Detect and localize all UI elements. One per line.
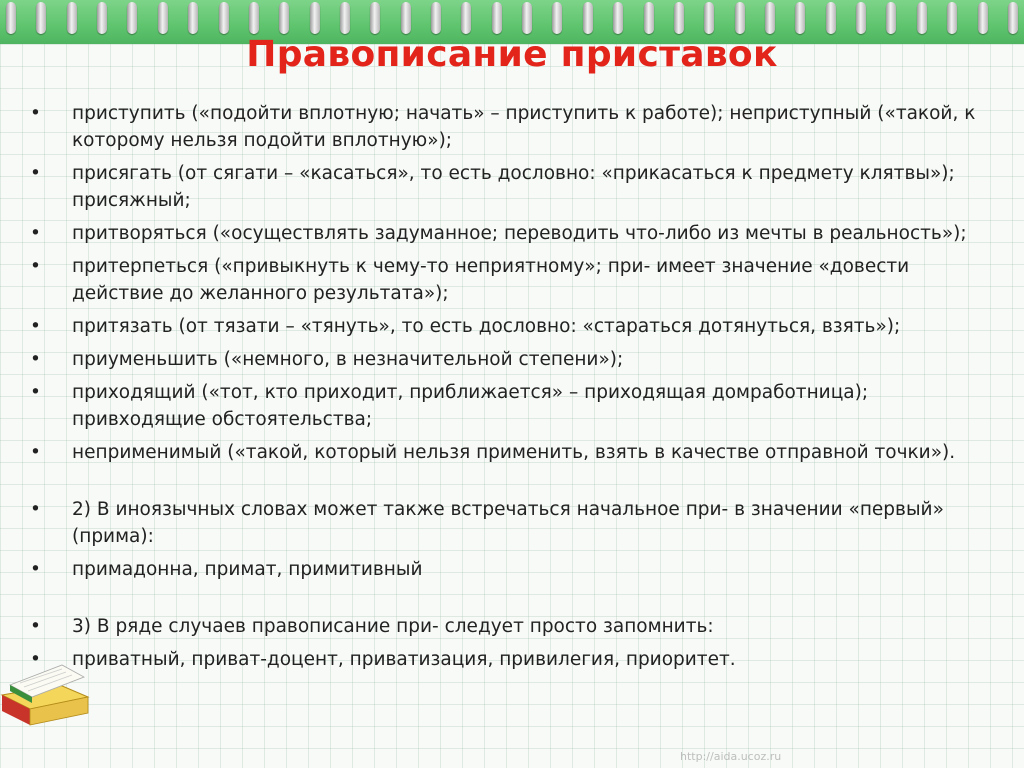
book-stack-icon (0, 655, 90, 730)
bullet-icon: • (30, 223, 41, 244)
list-item (30, 160, 990, 214)
spiral-ring (67, 2, 77, 34)
item-text: притворяться («осуществлять задуманное; переводить что-либо из мечты в реальность»); (72, 223, 967, 244)
spiral-ring (249, 2, 259, 34)
spiral-ring (917, 2, 927, 34)
spiral-ring (978, 2, 988, 34)
notebook-spiral (0, 0, 1024, 36)
list-item (30, 496, 990, 550)
item-text: неприменимый («такой, который нельзя применить, взять в качестве отправной точки»). (72, 442, 956, 463)
list-item (30, 253, 990, 307)
spiral-ring (36, 2, 46, 34)
spiral-ring (310, 2, 320, 34)
item-text: приходящий («тот, кто приходит, приближается» – приходящая домработница); привходящие обстоятельства; (72, 382, 869, 430)
item-text: 2) В иноязычных словах может также встречаться начальное при- в значении «первый» (прима): (72, 499, 944, 547)
bullet-icon: • (30, 499, 41, 520)
spiral-ring (370, 2, 380, 34)
list-item (30, 613, 990, 640)
bullet-icon: • (30, 103, 41, 124)
list-item (30, 313, 990, 340)
spiral-ring (583, 2, 593, 34)
spiral-ring (826, 2, 836, 34)
bullet-icon: • (30, 649, 41, 670)
bullet-list (30, 100, 990, 679)
spiral-ring (219, 2, 229, 34)
bullet-icon: • (30, 616, 41, 637)
list-item (30, 346, 990, 373)
list-item (30, 646, 990, 673)
slide-title: Правописание приставок (246, 34, 778, 75)
spiral-ring (704, 2, 714, 34)
spiral-ring (431, 2, 441, 34)
bullet-icon: • (30, 163, 41, 184)
spiral-ring (765, 2, 775, 34)
spiral-ring (340, 2, 350, 34)
item-text: притерпеться («привыкнуть к чему-то неприятному»; при- имеет значение «довести действие до желанного результата»); (72, 256, 910, 304)
spiral-ring (886, 2, 896, 34)
bullet-icon: • (30, 382, 41, 403)
item-text: приступить («подойти вплотную; начать» – приступить к работе); неприступный («такой, к которому нельзя подойти вплотную»); (72, 103, 976, 151)
spiral-ring (1008, 2, 1018, 34)
item-text: приватный, приват-доцент, приватизация, привилегия, приоритет. (72, 649, 736, 670)
item-text: притязать (от тязати – «тянуть», то есть дословно: «стараться дотянуться, взять»); (72, 316, 901, 337)
spiral-ring (644, 2, 654, 34)
spiral-ring (279, 2, 289, 34)
list-item (30, 439, 990, 466)
spiral-ring (735, 2, 745, 34)
watermark: http://aida.ucoz.ru (680, 750, 782, 763)
spiral-ring (158, 2, 168, 34)
spiral-ring (795, 2, 805, 34)
spiral-ring (552, 2, 562, 34)
bullet-icon: • (30, 559, 41, 580)
spiral-ring (127, 2, 137, 34)
spiral-ring (522, 2, 532, 34)
spiral-ring (674, 2, 684, 34)
spiral-ring (461, 2, 471, 34)
spiral-ring (947, 2, 957, 34)
item-text: присягать (от сягати – «касаться», то есть дословно: «прикасаться к предмету клятвы»); присяжный; (72, 163, 955, 211)
spiral-ring (856, 2, 866, 34)
bullet-icon: • (30, 442, 41, 463)
bullet-icon: • (30, 349, 41, 370)
spiral-ring (6, 2, 16, 34)
list-item (30, 379, 990, 433)
item-text: примадонна, примат, примитивный (72, 559, 423, 580)
list-item (30, 556, 990, 583)
spiral-ring (401, 2, 411, 34)
item-text: 3) В ряде случаев правописание при- следует просто запомнить: (72, 616, 714, 637)
list-item (30, 100, 990, 154)
spiral-ring (613, 2, 623, 34)
bullet-icon: • (30, 256, 41, 277)
bullet-icon: • (30, 316, 41, 337)
list-item (30, 220, 990, 247)
spiral-ring (97, 2, 107, 34)
spiral-ring (188, 2, 198, 34)
spiral-ring (492, 2, 502, 34)
item-text: приуменьшить («немного, в незначительной степени»); (72, 349, 624, 370)
